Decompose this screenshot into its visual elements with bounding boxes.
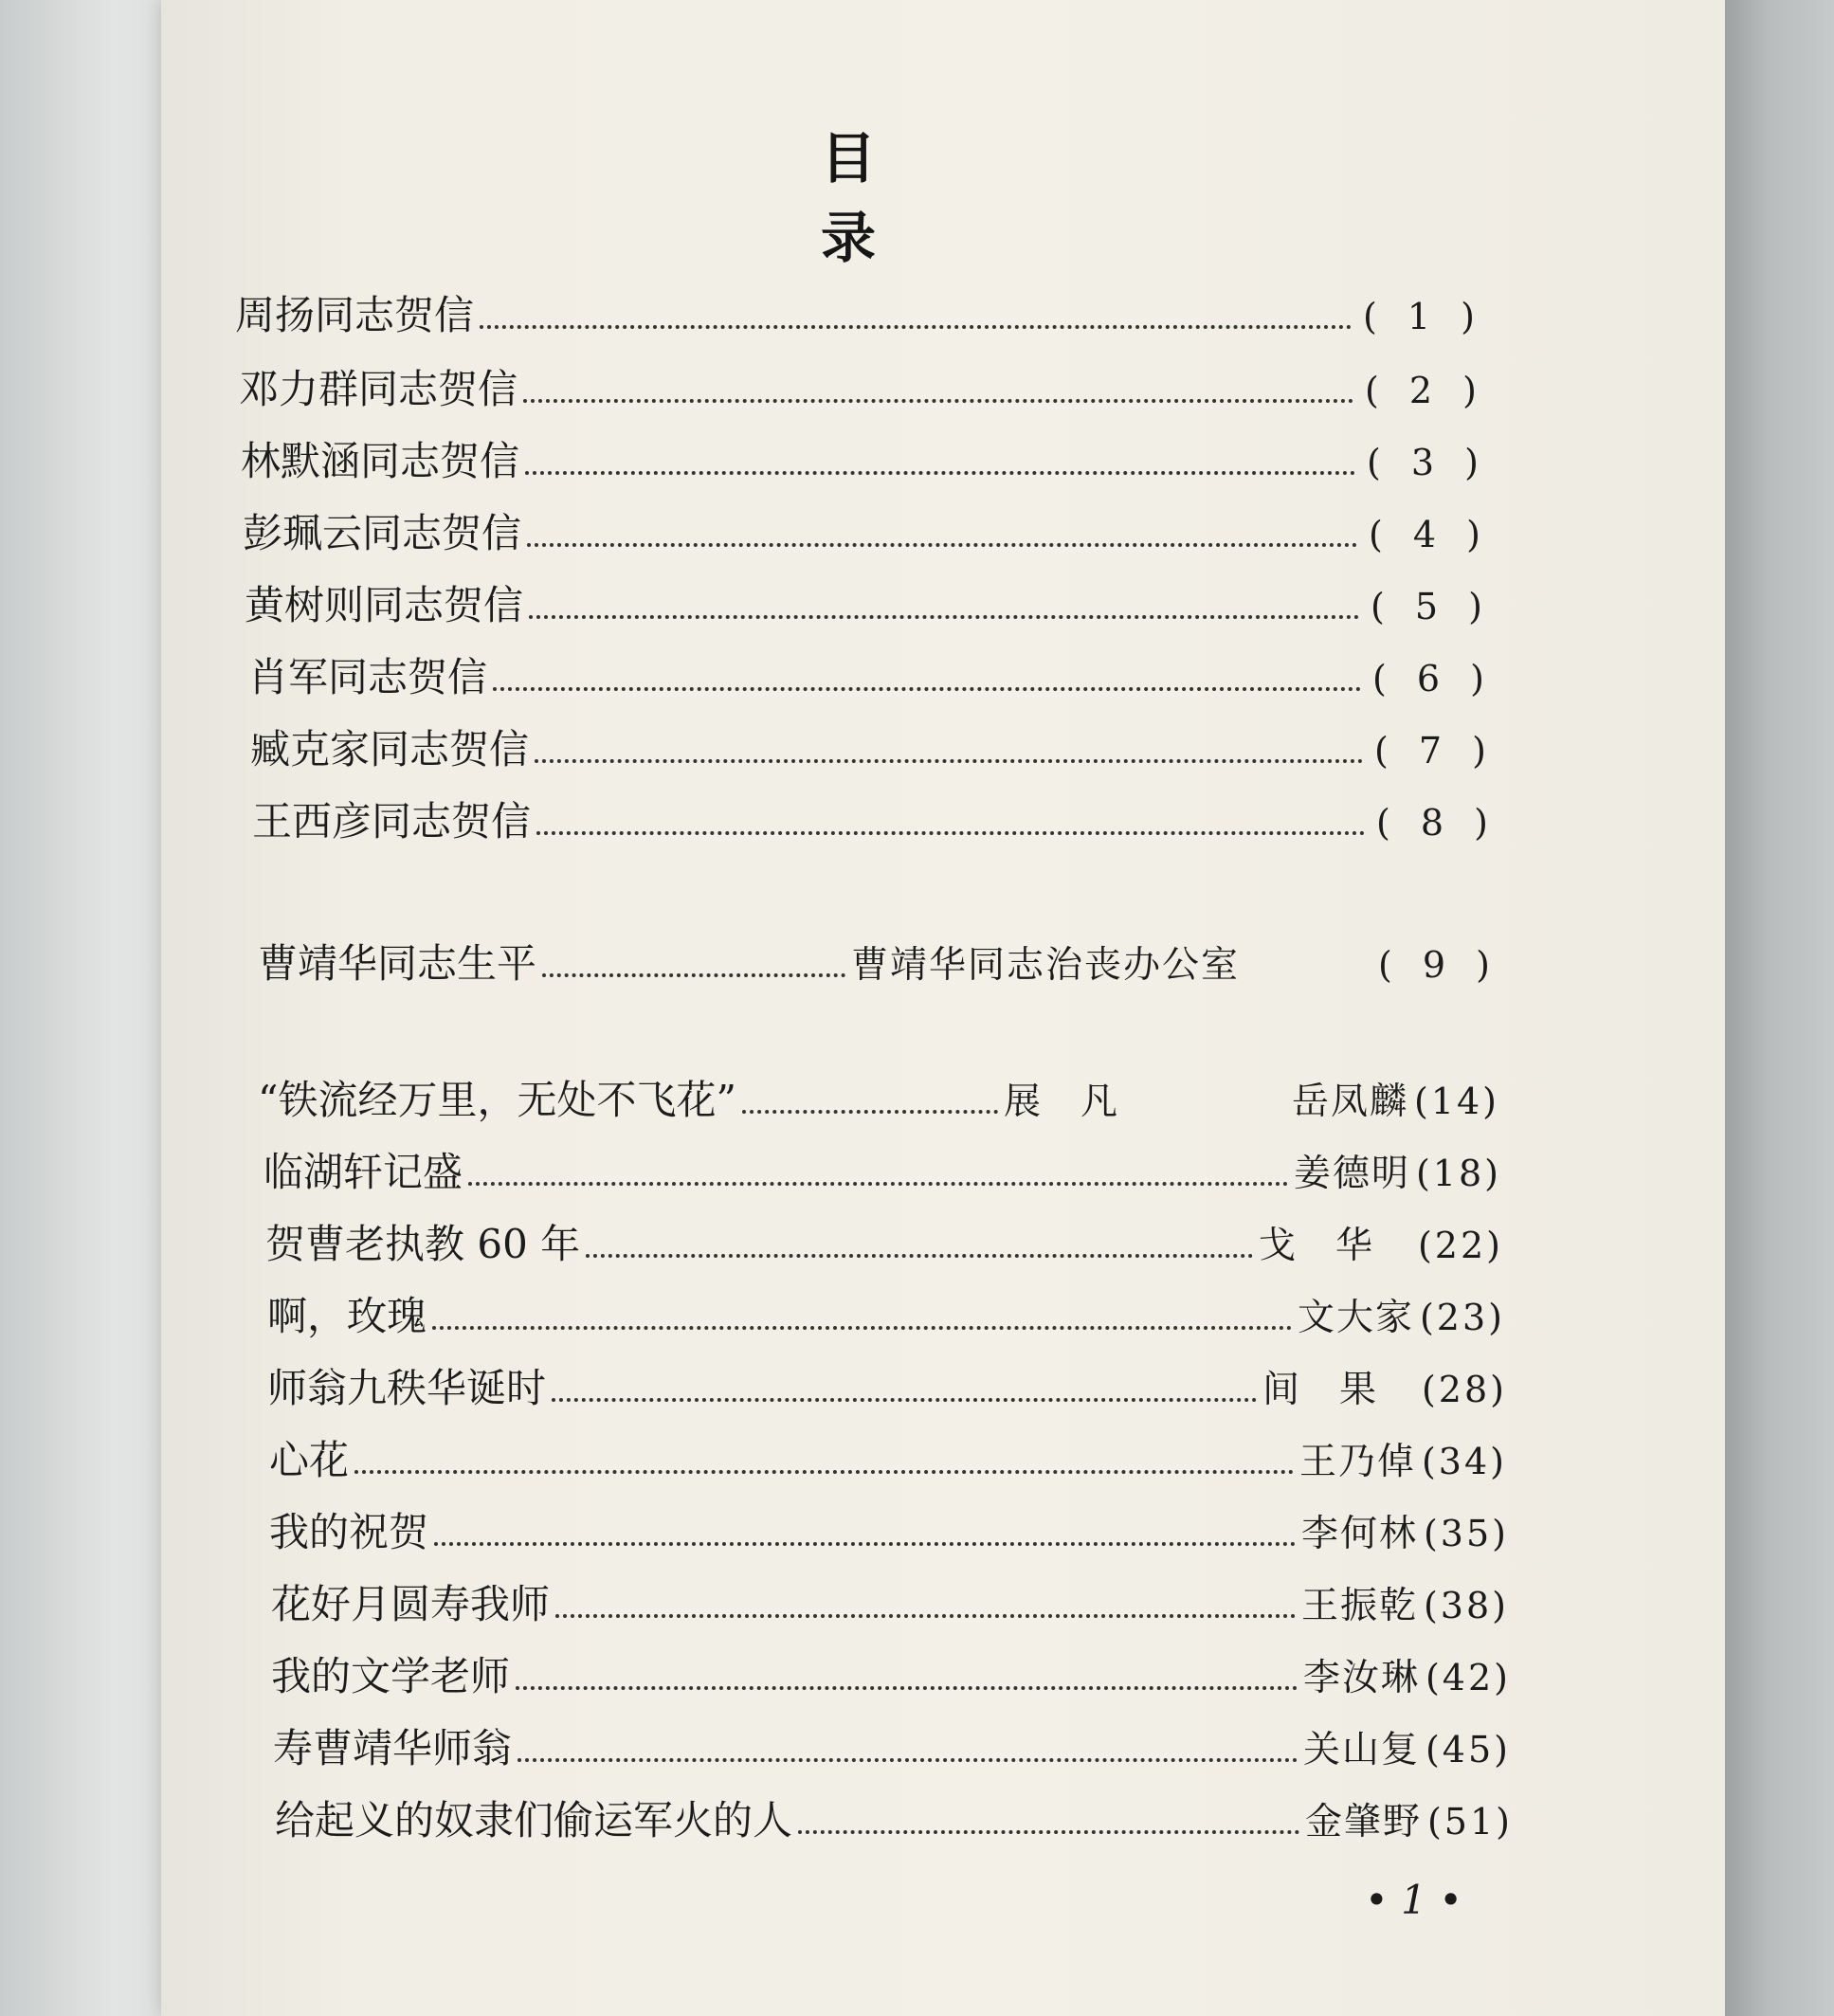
entry-author: 曹靖华同志治丧办公室 <box>851 944 1241 987</box>
entry-title: 黄树则同志贺信 <box>245 582 524 628</box>
leader-dots <box>552 1398 1257 1402</box>
entry-title: 师翁九秩华诞时 <box>267 1365 547 1411</box>
entry-title: 王西彦同志贺信 <box>252 798 532 845</box>
leader-dots <box>523 399 1353 403</box>
leader-dots <box>529 615 1359 619</box>
leader-dots <box>480 325 1352 329</box>
entry-title: 周扬同志贺信 <box>235 292 475 338</box>
entry-title: “铁流经万里，无处不飞花” <box>258 1077 736 1123</box>
entry-page: (18) <box>1415 1153 1501 1194</box>
entry-title: 曹靖华同志生平 <box>258 940 537 987</box>
entry-author: 展凡 <box>1003 1081 1157 1123</box>
leader-dots <box>468 1182 1288 1186</box>
leader-dots <box>742 1110 998 1114</box>
entry-page: (14) <box>1413 1081 1499 1122</box>
entry-page: (42) <box>1425 1657 1511 1698</box>
toc-entry <box>243 502 1490 559</box>
entry-page: ( 6 ) <box>1372 658 1494 699</box>
leader-dots <box>354 1470 1294 1474</box>
entry-title: 花好月圆寿我师 <box>271 1581 551 1627</box>
toc-entry <box>248 646 1494 703</box>
entry-title: 心花 <box>269 1437 350 1483</box>
entry-page: ( 7 ) <box>1374 730 1496 772</box>
leader-dots <box>527 543 1357 547</box>
entry-page: ( 3 ) <box>1367 442 1488 483</box>
entry-author: 王振乾 <box>1300 1585 1418 1627</box>
entry-author: 金肇野 <box>1304 1801 1422 1843</box>
entry-author: 李何林 <box>1300 1513 1418 1555</box>
entry-title: 我的祝贺 <box>269 1509 429 1555</box>
entry-page: (23) <box>1419 1297 1505 1338</box>
toc-entry <box>265 1213 1503 1270</box>
toc-entry <box>267 1285 1505 1342</box>
entry-title: 邓力群同志贺信 <box>239 366 518 412</box>
leader-dots <box>516 1686 1298 1690</box>
toc-entry <box>269 1429 1507 1486</box>
entry-page: (22) <box>1417 1225 1503 1266</box>
entry-page: ( 4 ) <box>1369 514 1490 555</box>
leader-dots <box>432 1326 1292 1330</box>
entry-page: (45) <box>1425 1729 1511 1771</box>
entry-page: (38) <box>1423 1585 1509 1626</box>
leader-dots <box>493 687 1361 691</box>
leader-dots <box>434 1542 1296 1546</box>
entry-author: 岳凤麟 <box>1291 1081 1408 1123</box>
entry-page: ( 2 ) <box>1365 370 1486 411</box>
entry-author: 李汝琳 <box>1302 1657 1420 1699</box>
entry-page: ( 9 ) <box>1378 944 1499 986</box>
leader-dots <box>536 831 1365 835</box>
leader-dots <box>518 1758 1298 1762</box>
toc-entry <box>275 1789 1513 1846</box>
toc-entry <box>271 1573 1509 1630</box>
entry-title: 临湖轩记盛 <box>263 1149 463 1195</box>
toc-entry <box>235 284 1484 341</box>
entry-author: 戈华 <box>1258 1225 1412 1267</box>
toc-heading: 目 录 <box>820 126 1064 270</box>
right-background <box>1725 0 1834 2016</box>
entry-title: 给起义的奴隶们偷运军火的人 <box>275 1797 793 1843</box>
entry-title: 彭珮云同志贺信 <box>243 510 522 556</box>
toc-entry <box>258 933 1499 990</box>
entry-page: (35) <box>1423 1513 1509 1554</box>
entry-title: 我的文学老师 <box>271 1653 511 1699</box>
entry-page: ( 5 ) <box>1371 586 1492 627</box>
leader-dots <box>798 1830 1299 1834</box>
entry-title: 啊，玫瑰 <box>267 1293 427 1339</box>
entry-page: (28) <box>1421 1369 1507 1410</box>
entry-page: ( 1 ) <box>1363 296 1484 337</box>
entry-page: ( 8 ) <box>1376 802 1498 844</box>
entry-page: (34) <box>1421 1441 1507 1482</box>
leader-dots <box>535 759 1363 763</box>
entry-title: 肖军同志贺信 <box>248 654 488 700</box>
toc-entry <box>250 718 1496 775</box>
toc-entry <box>245 574 1492 631</box>
toc-entry <box>267 1357 1507 1414</box>
toc-entry <box>271 1645 1511 1702</box>
toc-entry <box>252 790 1498 847</box>
entry-title: 林默涵同志贺信 <box>241 438 520 484</box>
entry-title: 臧克家同志贺信 <box>250 726 530 772</box>
toc-entry <box>269 1501 1509 1558</box>
leader-dots <box>525 471 1355 475</box>
entry-page: (51) <box>1426 1801 1513 1843</box>
entry-title: 贺曹老执教 60 年 <box>265 1221 581 1267</box>
entry-author: 姜德明 <box>1293 1153 1410 1195</box>
entry-author: 王乃倬 <box>1298 1441 1416 1483</box>
entry-author: 间果 <box>1262 1369 1416 1411</box>
toc-entry <box>258 1069 1499 1126</box>
leader-dots <box>586 1254 1253 1258</box>
entry-author: 文大家 <box>1297 1297 1414 1339</box>
toc-entry <box>263 1141 1501 1198</box>
toc-entry <box>239 358 1486 415</box>
entry-title: 寿曹靖华师翁 <box>273 1725 513 1771</box>
leader-dots <box>555 1614 1296 1618</box>
leader-dots <box>542 973 845 977</box>
entry-author: 关山复 <box>1302 1729 1420 1771</box>
toc-entry <box>273 1717 1511 1774</box>
toc-entry <box>241 430 1488 487</box>
page-number: • 1 • <box>1365 1877 1462 1923</box>
